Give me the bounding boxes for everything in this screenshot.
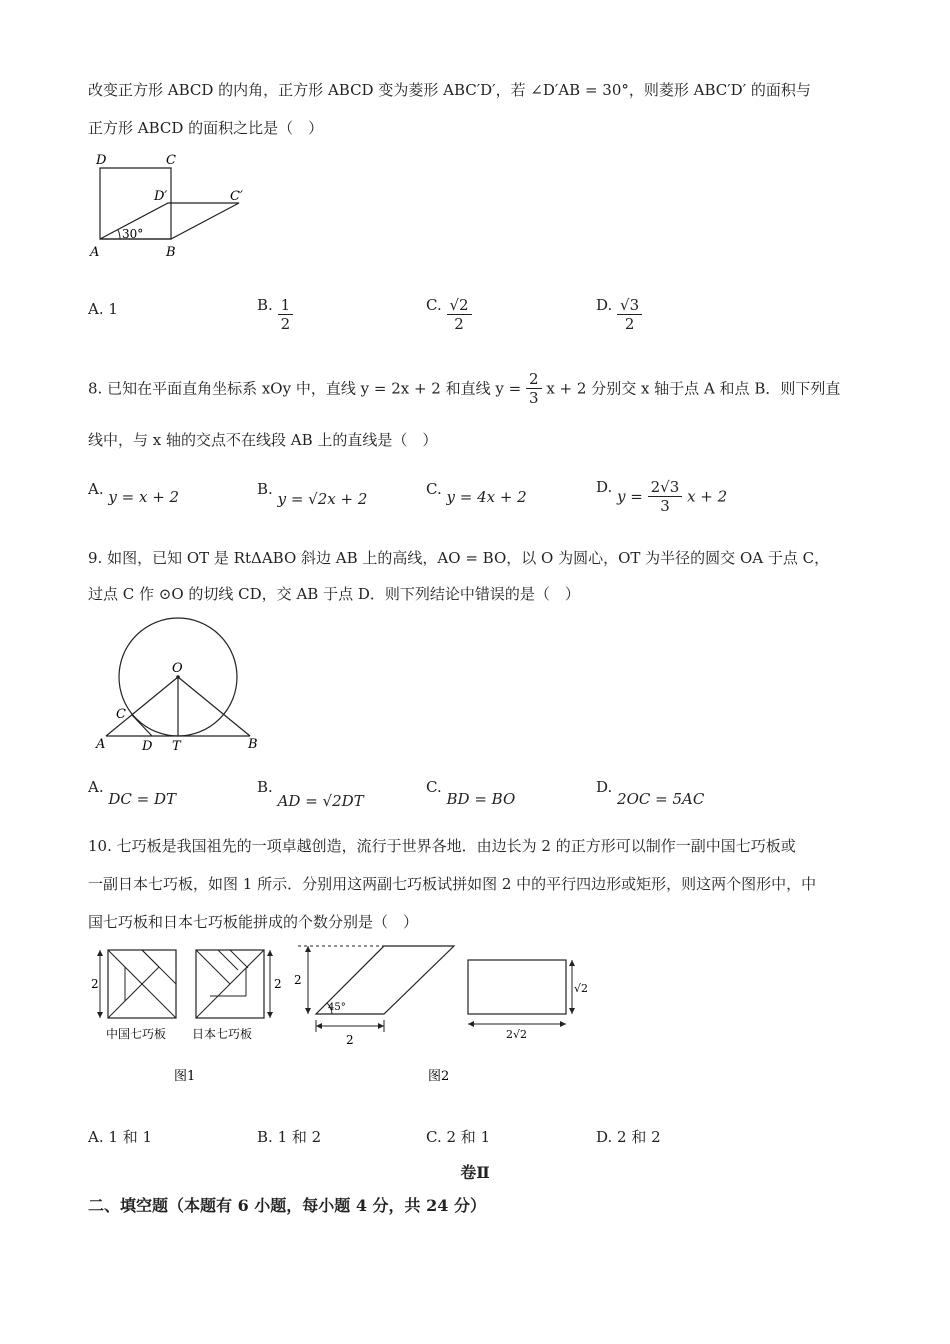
figure2-caption: 图2 [428, 1069, 450, 1084]
q9-option-b[interactable] [257, 778, 364, 810]
q10-line1: 10. 七巧板是我国祖先的一项卓越创造，流行于世界各地．由边长为 2 的正方形可以制作一副中国七巧板或 [88, 837, 796, 855]
q9-figure [92, 614, 272, 754]
q7-figure [84, 148, 264, 268]
option-fraction [447, 296, 472, 333]
label-japanese-tangram: 日本七巧板 [192, 1027, 253, 1041]
q10-line2: 一副日本七巧板，如图 1 所示．分别用这两副七巧板试拼如图 2 中的平行四边形或矩形，则这两个图形中，中 [88, 875, 817, 893]
q10-option-c[interactable] [426, 1126, 490, 1147]
rhombus-abcpdp [100, 203, 239, 239]
q8-option-b[interactable] [257, 480, 368, 508]
denominator: 3 [660, 497, 670, 515]
option-text: BD = BO [446, 790, 516, 808]
option-text: 1 [108, 300, 118, 318]
rect-width-label: 2√2 [506, 1028, 528, 1041]
label-A: A [96, 737, 106, 752]
label-C: C [116, 707, 126, 722]
option-letter: C. [426, 480, 442, 498]
para-angle-label: 45° [328, 1002, 346, 1013]
option-letter: C. [426, 1128, 442, 1146]
label-T: T [172, 739, 181, 754]
option-letter: B. [257, 1128, 273, 1146]
option-letter: D. [596, 1128, 613, 1146]
option-letter: A. [88, 300, 104, 318]
option-letter: D. [596, 296, 613, 314]
label-A: A [90, 245, 100, 260]
q8-fraction [526, 370, 542, 407]
option-text-pre: y = [617, 487, 643, 506]
q8-line1-part-a: 8. 已知在平面直角坐标系 xOy 中，直线 y = 2x + 2 和直线 y = [88, 379, 522, 398]
para-height-label: 2 [294, 973, 302, 987]
option-letter: B. [257, 296, 273, 314]
denominator: 2 [624, 315, 635, 333]
q9-line2: 过点 C 作 ⊙O 的切线 CD，交 AB 于点 D．则下列结论中错误的是（ ） [88, 585, 580, 603]
q7-option-a[interactable] [88, 300, 118, 318]
option-letter: B. [257, 480, 273, 498]
side-label-jp: 2 [274, 977, 282, 991]
label-angle: 30° [122, 227, 144, 241]
segment-cd [132, 715, 152, 736]
option-text: DC = DT [108, 790, 177, 808]
denominator: 2 [454, 315, 464, 333]
q9-option-d[interactable] [596, 778, 705, 808]
q10-option-a[interactable] [88, 1126, 152, 1147]
segment-ob [178, 677, 250, 736]
option-letter: B. [257, 778, 273, 796]
option-letter: C. [426, 296, 442, 314]
q7-option-c[interactable] [426, 296, 472, 333]
label-D: D [142, 739, 153, 754]
q7-option-d[interactable] [596, 296, 642, 333]
section-heading: 二、填空题（本题有 6 小题，每小题 4 分，共 24 分） [88, 1196, 486, 1215]
option-text: 2 和 1 [446, 1128, 491, 1146]
label-D: D [96, 153, 107, 168]
option-fraction [278, 296, 294, 333]
option-text: 1 和 2 [277, 1128, 322, 1146]
option-text: AD = √2DT [277, 792, 364, 810]
option-text: 2 和 2 [617, 1128, 661, 1146]
label-Cprime: C′ [230, 189, 243, 204]
para-base-label: 2 [346, 1033, 354, 1047]
rectangle [468, 960, 566, 1014]
label-Dprime: D′ [154, 189, 168, 204]
option-text: y = 4x + 2 [446, 488, 527, 506]
q9-line1: 9. 如图，已知 OT 是 RtΔABO 斜边 AB 上的高线，AO = BO，以 O 为圆心，OT 为半径的圆交 OA 于点 C， [88, 549, 830, 567]
q8-option-d[interactable] [596, 478, 727, 515]
denominator: 2 [280, 315, 291, 333]
option-fraction [648, 478, 683, 515]
q8-option-a[interactable] [88, 480, 180, 506]
q8-line1-part-b: x + 2 分别交 x 轴于点 A 和点 B．则下列直 [546, 379, 841, 398]
q7-line2: 正方形 ABCD 的面积之比是（ ） [88, 119, 324, 137]
numerator: 2 [526, 370, 542, 389]
angle-arc [118, 230, 120, 239]
q10-line3: 国七巧板和日本七巧板能拼成的个数分别是（ ） [88, 913, 419, 931]
label-C: C [166, 153, 176, 168]
label-B: B [166, 245, 176, 260]
numerator: 2√3 [648, 478, 683, 497]
option-letter: D. [596, 478, 613, 496]
option-letter: A. [88, 778, 104, 796]
numerator: √2 [447, 296, 472, 315]
q10-option-d[interactable] [596, 1126, 661, 1147]
q8-line2: 线中，与 x 轴的交点不在线段 AB 上的直线是（ ） [88, 431, 438, 449]
option-letter: D. [596, 778, 613, 796]
option-fraction [617, 296, 642, 333]
option-text: y = x + 2 [108, 488, 180, 506]
label-B: B [248, 737, 258, 752]
q9-option-c[interactable] [426, 778, 516, 808]
q10-option-b[interactable] [257, 1126, 321, 1147]
figure1-caption: 图1 [174, 1069, 196, 1084]
numerator: √3 [617, 296, 642, 315]
q7-option-b[interactable] [257, 296, 293, 333]
q10-figure1 [88, 940, 288, 1090]
side-label-cn: 2 [91, 977, 99, 991]
option-letter: A. [88, 480, 104, 498]
volume-title: 卷Ⅱ [460, 1163, 490, 1182]
q10-figure2 [288, 940, 588, 1090]
numerator: 1 [278, 296, 294, 315]
option-text-post: x + 2 [687, 487, 728, 506]
label-chinese-tangram: 中国七巧板 [106, 1027, 167, 1041]
q9-option-a[interactable] [88, 778, 177, 808]
option-letter: A. [88, 1128, 104, 1146]
option-text: y = √2x + 2 [277, 490, 368, 508]
label-O: O [172, 661, 183, 676]
option-text: 2OC = 5AC [617, 790, 705, 808]
option-letter: C. [426, 778, 442, 796]
q8-line1 [88, 370, 840, 407]
q7-line1: 改变正方形 ABCD 的内角，正方形 ABCD 变为菱形 ABC′D′，若 ∠D′AB = 30°，则菱形 ABC′D′ 的面积与 [88, 81, 811, 99]
option-text: 1 和 1 [108, 1128, 153, 1146]
rect-height-label: √2 [574, 982, 588, 995]
denominator: 3 [528, 389, 539, 407]
q8-option-c[interactable] [426, 480, 527, 506]
